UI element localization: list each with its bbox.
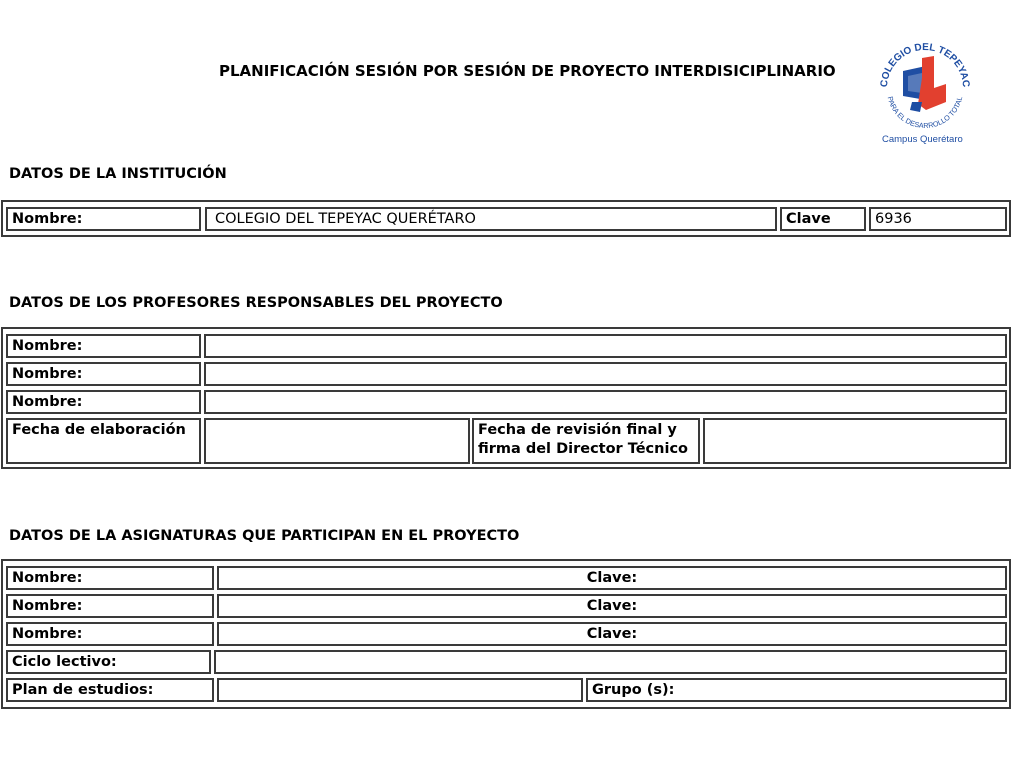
profesor-nombre-label: Nombre: xyxy=(6,334,201,358)
fecha-elaboracion-label: Fecha de elaboración xyxy=(6,418,201,464)
asignatura-nombre-label: Nombre: xyxy=(6,594,214,618)
section-title-asignaturas: DATOS DE LA ASIGNATURAS QUE PARTICIPAN EN EL PROYECTO xyxy=(9,528,520,544)
logo-caption: Campus Querétaro xyxy=(882,134,963,145)
plan-estudios-field[interactable] xyxy=(217,678,583,702)
grupo-field[interactable]: Grupo (s): xyxy=(586,678,1007,702)
plan-estudios-label: Plan de estudios: xyxy=(6,678,214,702)
school-logo xyxy=(870,38,980,150)
asignatura-clave-field[interactable]: Clave: xyxy=(217,566,1007,590)
asignatura-nombre-label: Nombre: xyxy=(6,566,214,590)
profesor-nombre-label: Nombre: xyxy=(6,362,201,386)
profesor-nombre-field[interactable] xyxy=(204,362,1007,386)
asignatura-clave-field[interactable]: Clave: xyxy=(217,622,1007,646)
profesor-nombre-field[interactable] xyxy=(204,334,1007,358)
profesores-table xyxy=(1,327,1011,469)
document-title: PLANIFICACIÓN SESIÓN POR SESIÓN DE PROYECTO INTERDISICIPLINARIO xyxy=(219,62,836,80)
institucion-clave-label: Clave xyxy=(780,207,866,231)
fecha-elaboracion-field[interactable] xyxy=(204,418,470,464)
institucion-clave-field[interactable]: 6936 xyxy=(869,207,1007,231)
asignatura-nombre-label: Nombre: xyxy=(6,622,214,646)
profesor-nombre-label: Nombre: xyxy=(6,390,201,414)
fecha-revision-label: Fecha de revisión final y firma del Director Técnico xyxy=(472,418,700,464)
logo-ring-bottom: PARA EL DESARROLLO TOTAL xyxy=(885,95,965,131)
logo-ring-top: COLEGIO DEL TEPEYAC xyxy=(878,41,972,88)
asignatura-clave-field[interactable]: Clave: xyxy=(217,594,1007,618)
section-title-institucion: DATOS DE LA INSTITUCIÓN xyxy=(9,166,227,182)
asignaturas-table xyxy=(1,559,1011,709)
institucion-table xyxy=(1,200,1011,237)
institucion-nombre-label: Nombre: xyxy=(6,207,201,231)
ciclo-lectivo-field[interactable] xyxy=(214,650,1007,674)
profesor-nombre-field[interactable] xyxy=(204,390,1007,414)
section-title-profesores: DATOS DE LOS PROFESORES RESPONSABLES DEL PROYECTO xyxy=(9,295,503,311)
institucion-nombre-field[interactable]: COLEGIO DEL TEPEYAC QUERÉTARO xyxy=(205,207,777,231)
fecha-revision-field[interactable] xyxy=(703,418,1007,464)
ciclo-lectivo-label: Ciclo lectivo: xyxy=(6,650,211,674)
